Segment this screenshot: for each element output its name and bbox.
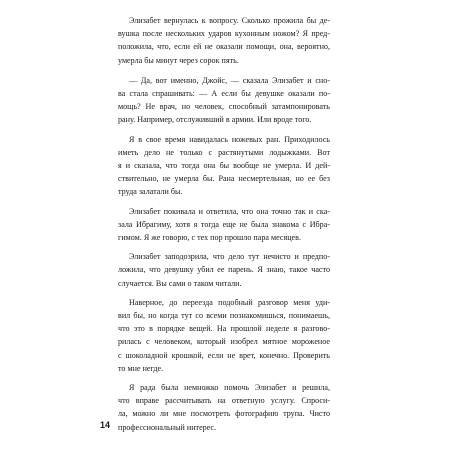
text-line: зала Ибрагиму, хотя я тогда еще не была знакома с Ибра- [118,219,330,229]
text-line: с шоколадной крошкой, если не врет, конечно. Проверить [118,350,330,360]
paragraph [118,250,330,290]
paragraph [118,381,330,434]
page-number: 14 [100,420,111,430]
text-line: ствительно, не умерла бы. Рана несмертельная, но ее без [118,174,330,184]
text-line: Элизабет заподозрила, что дело тут нечисто и предпо- [129,252,330,262]
text-line: Элизабет покивала и ответила, что она точно так и ска- [129,206,330,216]
text-line: то мне негде. [118,363,164,373]
text-line: что это в порядке вещей. На прошлой неделе я разгово- [118,324,330,334]
paragraph [118,133,330,199]
text-line: Наверное, до переезда подобный разговор меня уди- [129,297,330,307]
text-line: иметь дело не только с растянутыми лодыжками. Вот [118,147,330,157]
text-line: ва стала спрашивать: — А если бы девушке оказали по- [118,89,330,99]
paragraph [118,296,330,375]
paragraph [118,205,330,245]
text-line: мощь? Не врач, но человек, способный затампонировать [118,102,330,112]
text-line: Элизабет вернулась к вопросу. Сколько прожила бы де- [129,16,330,25]
text-line: профессиональный интерес. [118,422,217,432]
text-line: что вправе рассчитывать на ответную услугу. Спроси- [118,396,330,406]
text-line: труда залатали бы. [118,187,183,197]
text-line: ла, можно ли мне посмотреть фотографию трупа. Чисто [118,409,330,419]
text-line: умерла бы минут через сорок пять. [118,55,239,65]
text-line: Я в свое время навидалась ножевых ран. Приходилось [129,134,330,144]
text-line: я и сказала, что тогда она бы вообще не умерла. И дей- [118,161,330,171]
text-line: вушка после нескольких ударов кухонным ножом? Я пред- [118,29,330,39]
text-line: ложила, что девушку убил ее парень. Я знаю, такое часто [118,265,330,275]
paragraph [118,14,330,67]
text-line: случается. Вы сами о таком читали. [118,278,242,288]
paragraph [118,74,330,127]
text-line: положила, что, если ей не оказали помощи, она, вероятно, [118,42,330,52]
text-line: рилась с человеком, который изобрел мятное мороженое [118,337,330,347]
text-line: Я рада была немножко помочь Элизабет и решила, [129,383,330,393]
text-line: рану. Например, отслуживший в армии. Или вроде того. [118,115,312,125]
text-line: вил бы, но когда тут со всеми познакомишься, понимаешь, [118,311,330,321]
text-line: — Да, вот именно, Джойс, — сказала Элизабет и сно- [129,75,330,85]
text-line: гимом. Я же говорю, с тех пор прошло пара месяцев. [118,233,301,243]
body-text [118,14,330,434]
